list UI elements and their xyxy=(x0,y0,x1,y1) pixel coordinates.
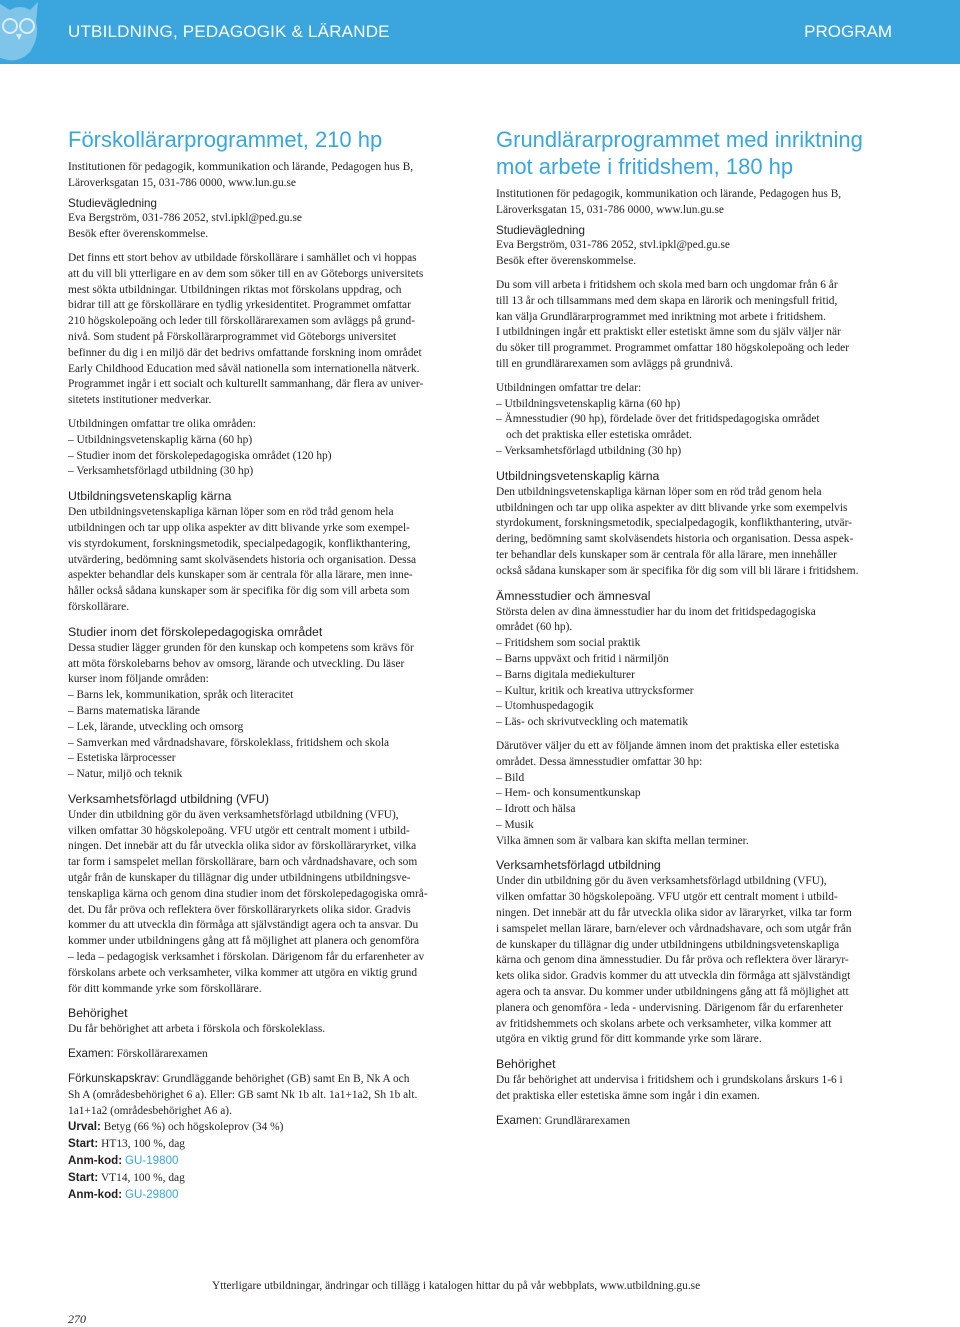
forkunskap-text: Grundläggande behörighet (GB) samt En B, Nk A och xyxy=(162,1073,410,1086)
list-item: – Lek, lärande, utveckling och omsorg xyxy=(68,720,468,736)
anmkod-label: Anm-kod: xyxy=(68,1154,123,1168)
text-line: Därutöver väljer du ett av följande ämnen inom det praktiska eller estetiska xyxy=(496,739,840,752)
areas-intro: Utbildningen omfattar tre olika områden: xyxy=(68,417,256,430)
karna-paragraph xyxy=(496,485,892,580)
intro-line: sitetets institutioner medverkar. xyxy=(68,394,212,407)
val-note: Vilka ämnen som är valbara kan skifta mellan terminer. xyxy=(496,834,749,847)
amnes-list xyxy=(496,636,892,731)
section-title: UTBILDNING, PEDAGOGIK & LÄRANDE xyxy=(68,22,390,41)
text-line: förskolans arbete och verksamheter, vilka kommer att utgöra en viktig grund xyxy=(68,966,418,979)
text-line: utvärdering, bedömning samt skolväsendets historia och organisation. Dessa xyxy=(68,553,417,566)
text-line: dering, bedömning samt skolväsendets historia och organisation. Dessa aspek- xyxy=(496,533,854,546)
list-item: – Fritidshem som social praktik xyxy=(496,636,892,652)
text-line: vilken omfattar 30 högskolepoäng. VFU utgör ett centralt moment i utbild- xyxy=(496,891,838,904)
start-line xyxy=(68,1170,468,1187)
intro-line: kan välja Grundlärarprogrammet med inriktning mot arbete i fritidshem. xyxy=(496,310,826,323)
list-item: – Estetiska lärprocesser xyxy=(68,751,468,767)
list-item: – Barns uppväxt och fritid i närmiljön xyxy=(496,652,892,668)
text-line: området. Dessa ämnesstudier omfattar 30 hp: xyxy=(496,755,703,768)
text-line: utgöra en viktig grund för ditt kommande yrke som lärare. xyxy=(496,1033,762,1046)
heading-vfu: Verksamhetsförlagd utbildning xyxy=(496,858,661,873)
studievagledning-label: Studievägledning xyxy=(68,196,157,210)
list-item: – Utbildningsvetenskaplig kärna (60 hp) xyxy=(68,433,468,449)
vfu-paragraph xyxy=(68,808,468,998)
heading-studier: Studier inom det förskolepedagogiska området xyxy=(68,624,323,639)
delar-list xyxy=(496,397,892,460)
forkunskap-line xyxy=(68,1071,468,1088)
institution-line: Institutionen för pedagogik, kommunikation och lärande, Pedagogen hus B, xyxy=(68,161,414,173)
list-item: – Hem- och konsumentkunskap xyxy=(496,786,892,802)
text-line: planera och genomföra - leda - undervisning. Därigenom får du erfarenheter xyxy=(496,1001,843,1014)
text-line: utgår från de kunskaper du tillägnar dig under utbildningens utbildningsve- xyxy=(68,872,411,885)
delar-intro: Utbildningen omfattar tre delar: xyxy=(496,381,642,394)
list-item: – Läs- och skrivutveckling och matematik xyxy=(496,715,892,731)
text-line: vis styrdokument, forskningsmetodik, specialpedagogik, konflikthantering, xyxy=(68,537,411,550)
text-line: området (60 hp). xyxy=(496,621,573,634)
intro-line: Det finns ett stort behov av utbildade förskollärare i samhället och vi hoppas xyxy=(68,251,417,264)
text-line: Största delen av dina ämnesstudier har du inom det fritidspedagogiska xyxy=(496,605,816,618)
list-item: – Studier inom det förskolepedagogiska området (120 hp) xyxy=(68,449,468,465)
heading-behorighet: Behörighet xyxy=(68,1006,128,1021)
intro-line: 210 högskolepoäng och leder till förskollärarexamen som avläggs på grund- xyxy=(68,315,416,328)
text-line: i samspelet mellan lärare, barn/elever och vårdnadshavare, och som utgår från xyxy=(496,922,852,935)
examen-value: Förskollärarexamen xyxy=(116,1048,208,1061)
intro-paragraph xyxy=(496,278,892,373)
address-line: Läroverksgatan 15, 031-786 0000, www.lun.gu.se xyxy=(496,203,724,216)
intro-paragraph xyxy=(68,251,468,409)
text-line: utbildningen och tar upp olika aspekter av ditt blivande yrke som exempel- xyxy=(68,521,410,534)
urval-label: Urval: xyxy=(68,1120,101,1134)
text-line: kommer du att utveckla din förmåga att självständigt agera och ta ansvar. Du xyxy=(68,919,419,932)
text-line: ningen. Det innebär att du får utveckla olika sidor av läraryrket, vilka tar form xyxy=(496,907,852,920)
intro-line: till en grundlärarexamen som avläggs på grundnivå. xyxy=(496,357,733,370)
text-line: kets olika sidor. Gradvis kommer du att utveckla din förmåga att självständigt xyxy=(496,970,851,983)
contact-line: Eva Bergström, 031-786 2052, stvl.ipkl@ped.gu.se xyxy=(68,212,302,225)
areas-list xyxy=(68,433,468,480)
text-line: det. Du får pröva och reflektera över förskolläraryrkets olika sidor. Gradvis xyxy=(68,903,411,916)
text-line: det praktiska eller estetiska ämne som ingår i din examen. xyxy=(496,1090,760,1103)
anmkod-value: GU-19800 xyxy=(124,1154,179,1168)
title-line: mot arbete i fritidshem, 180 hp xyxy=(496,154,794,179)
start-label: Start: xyxy=(68,1137,99,1151)
list-item: – Samverkan med vårdnadshavare, förskoleklass, fritidshem och skola xyxy=(68,736,468,752)
heading-behorighet: Behörighet xyxy=(496,1057,556,1072)
owl-icon xyxy=(0,0,40,64)
visit-line: Besök efter överenskommelse. xyxy=(68,228,209,241)
list-item: – Barns digitala mediekulturer xyxy=(496,668,892,684)
list-item: – Musik xyxy=(496,818,892,834)
intro-line: nivå. Som student på Förskollärarprogrammet vid Göteborgs universitet xyxy=(68,330,397,343)
text-line: aspekter behandlar dels kunskaper som är centrala för alla lärare, men inne- xyxy=(68,569,413,582)
anmkod-label: Anm-kod: xyxy=(68,1187,123,1201)
text-line: ter behandlar dels kunskaper som är centrala för alla lärare, men innehåller xyxy=(496,548,837,561)
visit-line: Besök efter överenskommelse. xyxy=(496,255,637,268)
heading-vfu: Verksamhetsförlagd utbildning (VFU) xyxy=(68,791,269,806)
intro-line: mest sökta utbildningar. Utbildningen riktas mot förskolans uppdrag, och xyxy=(68,283,402,296)
text-line: kurser inom följande områden: xyxy=(68,673,209,686)
left-column xyxy=(68,126,468,1203)
footer-note: Ytterligare utbildningar, ändringar och tillägg i katalogen hittar du på vår webbplats, www.utbildning.gu.se xyxy=(212,1280,701,1292)
start-value: VT14, 100 %, dag xyxy=(100,1171,185,1184)
list-item: – Barns matematiska lärande xyxy=(68,704,468,720)
text-line: kommer under utbildningens gång att få möjlighet att planera och genomföra xyxy=(68,935,420,948)
header-banner xyxy=(0,0,960,64)
text-line: Den utbildningsvetenskapliga kärnan löper som en röd tråd genom hela xyxy=(496,485,822,498)
urval-value: Betyg (66 %) och högskoleprov (34 %) xyxy=(103,1121,284,1134)
address-line: Läroverksgatan 15, 031-786 0000, www.lun.gu.se xyxy=(68,176,296,189)
forkunskap-text: 1a1+1a2 (områdesbehörighet A6 a). xyxy=(68,1104,232,1117)
text-line: också sådana kunskaper som är specifika för dig som vill bli lärare i fritidshem. xyxy=(496,564,859,577)
examen-label: Examen: xyxy=(496,1113,542,1127)
text-line: av fritidshemmets och skolans arbete och verksamheter, vilka kommer att xyxy=(496,1017,832,1030)
list-item-continuation: och det praktiska eller estetiska området. xyxy=(506,429,692,442)
anmkod-value: GU-29800 xyxy=(124,1187,179,1201)
forkunskap-text: Sh A (områdesbehörighet 6 a). Eller: GB samt Nk 1b alt. 1a1+1a2, Sh 1b alt. xyxy=(68,1088,418,1101)
section-label: PROGRAM xyxy=(804,22,892,41)
anmkod-line xyxy=(68,1153,468,1170)
list-item: – Kultur, kritik och kreativa uttrycksformer xyxy=(496,684,892,700)
list-item: – Natur, miljö och teknik xyxy=(68,767,468,783)
list-item: – Bild xyxy=(496,771,892,787)
intro-line: Early Childhood Education med såväl nationella som internationella nätverk. xyxy=(68,362,420,375)
intro-line: bidrar till att ge förskollärare en tydlig yrkesidentitet. Programmet omfattar xyxy=(68,299,411,312)
text-line: Dessa studier lägger grunden för den kunskap och kompetens som krävs för xyxy=(68,641,414,654)
text-line: utbildningen och tar upp olika aspekter av ditt blivande yrke som exempelvis xyxy=(496,501,848,514)
text-line: tenskapliga kärna och genom dina studier inom det förskolepedagogiska områ- xyxy=(68,887,428,900)
page-number: 270 xyxy=(68,1312,86,1326)
start-line xyxy=(68,1136,468,1153)
behorighet-text: Du får behörighet att arbeta i förskola och förskoleklass. xyxy=(68,1023,326,1036)
urval-line xyxy=(68,1119,468,1136)
text-line: tar form i samspelet mellan förskollärare, barn och vårdnadshavare, och som xyxy=(68,856,418,869)
text-line: agera och ta ansvar. Du kommer under utbildningens gång att få möjlighet att xyxy=(496,986,849,999)
contact-line: Eva Bergström, 031-786 2052, stvl.ipkl@ped.gu.se xyxy=(496,239,730,252)
text-line: ningen. Det innebär att du får utveckla olika sidor av förskolläraryrket, vilka xyxy=(68,840,417,853)
text-line: Under din utbildning gör du även verksamhetsförlagd utbildning (VFU), xyxy=(68,808,399,821)
list-item: – Verksamhetsförlagd utbildning (30 hp) xyxy=(496,444,892,460)
text-line: kärna och genom dina ämnesstudier. Du får pröva och reflektera över läraryr- xyxy=(496,954,849,967)
anmkod-line xyxy=(68,1187,468,1204)
start-value: HT13, 100 %, dag xyxy=(101,1138,185,1151)
studievagledning-label: Studievägledning xyxy=(496,223,585,237)
intro-line: att du vill bli ytterligare en av dem som söker till en av Göteborgs universitets xyxy=(68,267,424,280)
examen-line xyxy=(68,1046,468,1063)
list-item: – Ämnesstudier (90 hp), fördelade över det fritidspedagogiska området xyxy=(496,412,892,428)
heading-amnes: Ämnesstudier och ämnesval xyxy=(496,588,651,603)
text-line: Du får behörighet att undervisa i fritidshem och i grundskolans årskurs 1-6 i xyxy=(496,1074,843,1087)
text-line: att möta förskolebarns behov av omsorg, lärande och utveckling. Du läser xyxy=(68,657,405,670)
intro-line: du söker till programmet. Programmet omfattar 180 högskolepoäng och leder xyxy=(496,342,850,355)
text-line: – leda – pedagogisk verksamhet i förskolan. Därigenom får du erfarenheter av xyxy=(68,951,425,964)
vfu-paragraph xyxy=(496,874,892,1048)
heading-karna: Utbildningsvetenskaplig kärna xyxy=(68,489,232,504)
examen-label: Examen: xyxy=(68,1047,114,1061)
val-list xyxy=(496,771,892,834)
text-line: de kunskaper du tillägnar dig under utbildningens utbildningsvetenskapliga xyxy=(496,938,840,951)
intro-line: till 13 år och tillsammans med dem skapa en lärorik och meningsfull fritid, xyxy=(496,294,838,307)
intro-line: befinner du dig i en miljö där det bedrivs omfattande forskning inom området xyxy=(68,346,422,359)
intro-line: Programmet ingår i ett socialt och kulturellt sammanhang, där flera av univer- xyxy=(68,378,424,391)
right-column xyxy=(496,126,892,1130)
list-item: – Utbildningsvetenskaplig kärna (60 hp) xyxy=(496,397,892,413)
title-line: Grundlärarprogrammet med inriktning xyxy=(496,127,863,152)
examen-line xyxy=(496,1113,892,1130)
intro-line: Du som vill arbeta i fritidshem och skola med barn och ungdomar från 6 år xyxy=(496,278,838,291)
forkunskap-label: Förkunskapskrav: xyxy=(68,1072,160,1086)
text-line: Den utbildningsvetenskapliga kärnan löper som en röd tråd genom hela xyxy=(68,506,394,519)
studier-list xyxy=(68,688,468,783)
text-line: vilken omfattar 30 högskolepoäng. VFU utgör ett centralt moment i utbild- xyxy=(68,824,410,837)
intro-line: I utbildningen ingår ett praktiskt eller estetiskt ämne som du själv väljer när xyxy=(496,326,841,339)
text-line: håller också sådana kunskaper som är specifika för dig som vill arbeta som xyxy=(68,585,410,598)
list-item: – Barns lek, kommunikation, språk och literacitet xyxy=(68,688,468,704)
institution-line: Institutionen för pedagogik, kommunikation och lärande, Pedagogen hus B, xyxy=(496,188,842,200)
start-label: Start: xyxy=(68,1170,99,1184)
text-line: styrdokument, forskningsmetodik, specialpedagogik, konflikthantering, utvär- xyxy=(496,517,852,530)
program-title: Förskollärarprogrammet, 210 hp xyxy=(68,127,383,152)
text-line: Under din utbildning gör du även verksamhetsförlagd utbildning (VFU), xyxy=(496,875,827,888)
text-line: förskollärare. xyxy=(68,600,130,613)
program-title xyxy=(496,126,892,180)
text-line: för ditt kommande yrke som förskollärare. xyxy=(68,982,262,995)
karna-paragraph xyxy=(68,505,468,616)
list-item: – Verksamhetsförlagd utbildning (30 hp) xyxy=(68,464,468,480)
heading-karna: Utbildningsvetenskaplig kärna xyxy=(496,468,660,483)
list-item: – Utomhuspedagogik xyxy=(496,699,892,715)
list-item: – Idrott och hälsa xyxy=(496,802,892,818)
examen-value: Grundlärarexamen xyxy=(544,1114,631,1127)
